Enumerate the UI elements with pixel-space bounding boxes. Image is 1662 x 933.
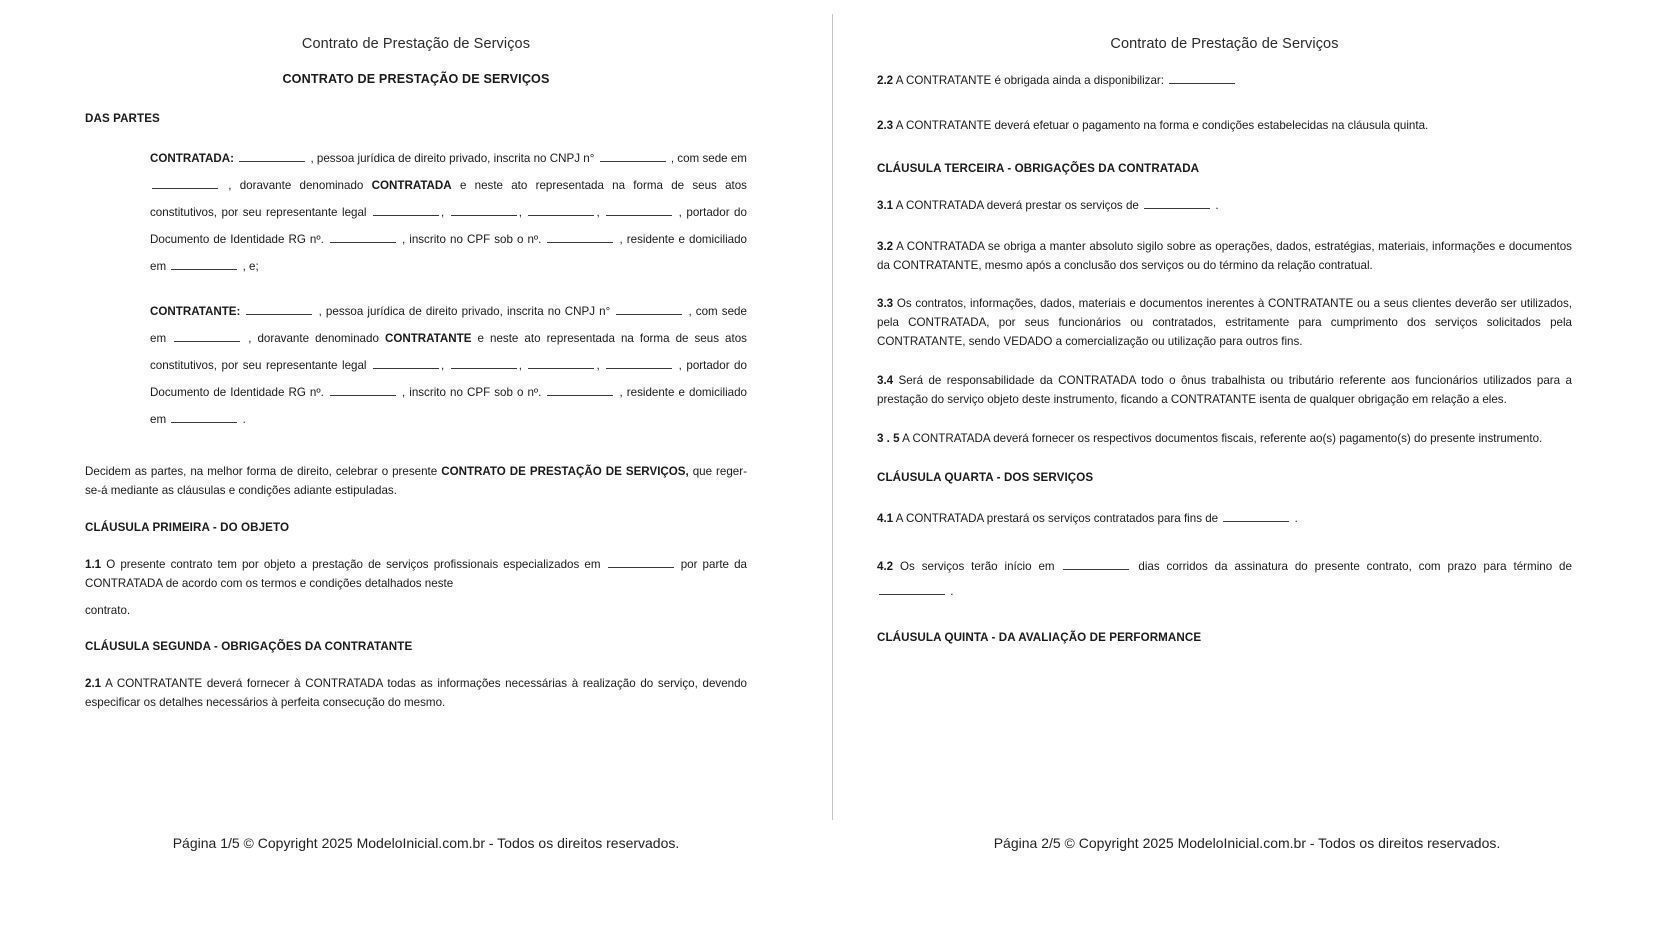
blank-field[interactable] xyxy=(373,359,439,370)
clause-4-1 xyxy=(877,510,1572,529)
clause-3-4 xyxy=(877,372,1572,410)
clause-3-1 xyxy=(877,197,1572,216)
clause-2-1-number: 2.1 xyxy=(85,677,102,691)
page-1-footer: Página 1/5 © Copyright 2025 ModeloInicial.com.br - Todos os direitos reservados. xyxy=(172,835,680,851)
clause-2-1-text: A CONTRATANTE deverá fornecer à CONTRATADA todas as informações necessárias à realização do serviço, devendo especificar os detalhes necessários à perfeita consecução do mesmo. xyxy=(85,677,747,710)
contratada-text-5: , portador do Documento de Identidade RG nº. xyxy=(150,206,747,246)
clause-2-2 xyxy=(877,72,1572,91)
heading-clausula-quinta: CLÁUSULA QUINTA - DA AVALIAÇÃO DE PERFORMANCE xyxy=(877,630,1202,644)
running-head-left: Contrato de Prestação de Serviços xyxy=(301,36,531,52)
clause-3-1-text-b: . xyxy=(1215,198,1219,212)
blank-field[interactable] xyxy=(246,305,312,316)
blank-field[interactable] xyxy=(528,359,594,370)
clause-2-3 xyxy=(877,117,1572,136)
blank-field[interactable] xyxy=(1223,511,1289,522)
contratada-text-7: , residente e domiciliado em xyxy=(150,233,747,273)
blank-field[interactable] xyxy=(616,305,682,316)
page-2 xyxy=(832,0,1662,933)
blank-field[interactable] xyxy=(547,233,613,244)
contratante-text-2: , com sede em xyxy=(150,305,747,345)
clause-3-2 xyxy=(877,238,1572,276)
clause-3-4-number: 3.4 xyxy=(877,374,894,388)
clause-2-2-number: 2.2 xyxy=(877,74,894,87)
heading-clausula-segunda: CLÁUSULA SEGUNDA - OBRIGAÇÕES DA CONTRATANTE xyxy=(85,640,413,654)
contratada-text-4: e neste ato representada na forma de seus atos constitutivos, por seu representante legal xyxy=(150,179,747,219)
clause-4-1-text-b: . xyxy=(1294,511,1298,525)
contratada-text-6: , inscrito no CPF sob o nº. xyxy=(401,233,542,246)
clause-3-2-number: 3.2 xyxy=(877,239,894,253)
contratada-text-1: , pessoa jurídica de direito privado, inscrita no CNPJ n° xyxy=(310,152,595,165)
contratante-text-1: , pessoa jurídica de direito privado, inscrita no CNPJ n° xyxy=(318,305,611,318)
blank-field[interactable] xyxy=(1063,559,1129,570)
blank-field[interactable] xyxy=(451,359,517,370)
blank-field[interactable] xyxy=(451,206,517,217)
decidem-paragraph xyxy=(85,463,747,501)
blank-field[interactable] xyxy=(171,413,237,424)
contratante-bold-term: CONTRATANTE xyxy=(384,332,472,345)
clause-2-3-text: A CONTRATANTE deverá efetuar o pagamento na forma e condições estabelecidas na cláusula quinta. xyxy=(895,118,1429,132)
decidem-bold: CONTRATO DE PRESTAÇÃO DE SERVIÇOS, xyxy=(441,465,689,478)
clause-3-5 xyxy=(877,430,1572,449)
blank-field[interactable] xyxy=(606,359,672,370)
blank-field[interactable] xyxy=(152,179,218,190)
contratante-text-8: . xyxy=(242,413,246,426)
clause-4-2 xyxy=(877,555,1572,605)
blank-field[interactable] xyxy=(373,206,439,217)
clause-1-1-number: 1.1 xyxy=(85,557,102,571)
contratada-text-3: , doravante denominado xyxy=(228,179,364,192)
decidem-text-1: Decidem as partes, na melhor forma de direito, celebrar o presente xyxy=(85,465,438,478)
clause-3-5-text: A CONTRATADA deverá fornecer os respectivos documentos fiscais, referente ao(s) pagamento(s) do presente instrumento. xyxy=(902,431,1543,445)
blank-field[interactable] xyxy=(600,152,666,163)
contratante-text-6: , inscrito no CPF sob o nº. xyxy=(401,386,542,399)
contratada-text-8: , e; xyxy=(242,260,259,273)
clause-1-1-text-c: contrato. xyxy=(85,603,131,617)
blank-field[interactable] xyxy=(330,233,396,244)
clause-3-4-text: Será de responsabilidade da CONTRATADA todo o ônus trabalhista ou tributário referente aos funcionários utilizados para a prestação do serviço objeto deste instrumento, ficando a CONTRATANTE isenta de qualquer obrigação em relação a eles. xyxy=(877,374,1572,407)
blank-field[interactable] xyxy=(608,557,674,568)
blank-field[interactable] xyxy=(171,260,237,271)
contratada-bold-term: CONTRATADA xyxy=(371,179,452,192)
heading-clausula-terceira: CLÁUSULA TERCEIRA - OBRIGAÇÕES DA CONTRATADA xyxy=(877,161,1200,175)
clause-4-1-text-a: A CONTRATADA prestará os serviços contratados para fins de xyxy=(895,511,1219,525)
decidem-text-2: que reger-se-á mediante as cláusulas e condições adiante estipuladas. xyxy=(85,465,747,497)
blank-field[interactable] xyxy=(879,584,945,595)
clause-3-1-number: 3.1 xyxy=(877,198,894,212)
contratante-text-5: , portador do Documento de Identidade RG nº. xyxy=(150,359,747,399)
clause-1-1-text-a: O presente contrato tem por objeto a prestação de serviços profissionais especializados em xyxy=(106,557,601,571)
clause-3-5-number: 3 . 5 xyxy=(877,431,900,445)
blank-field[interactable] xyxy=(330,386,396,397)
contratante-text-4: e neste ato representada na forma de seus atos constitutivos, por seu representante legal xyxy=(150,332,747,372)
blank-field[interactable] xyxy=(528,206,594,217)
blank-field[interactable] xyxy=(606,206,672,217)
document-title: CONTRATO DE PRESTAÇÃO DE SERVIÇOS xyxy=(282,72,550,86)
clause-2-2-text: A CONTRATANTE é obrigada ainda a disponibilizar: xyxy=(895,74,1164,87)
clause-4-2-number: 4.2 xyxy=(877,559,894,573)
running-head-right: Contrato de Prestação de Serviços xyxy=(1110,36,1339,52)
clause-1-1 xyxy=(85,556,747,594)
clause-4-2-text-d: . xyxy=(950,584,954,598)
heading-clausula-quarta: CLÁUSULA QUARTA - DOS SERVIÇOS xyxy=(877,470,1094,484)
clause-4-2-text-a: Os serviços terão início em xyxy=(900,559,1055,573)
clause-3-3 xyxy=(877,295,1572,352)
clause-3-1-text-a: A CONTRATADA deverá prestar os serviços de xyxy=(895,198,1139,212)
blank-field[interactable] xyxy=(174,332,240,343)
clause-4-2-text-b: dias corridos da assinatura do presente contrato, com xyxy=(1138,559,1441,573)
blank-field[interactable] xyxy=(1169,74,1235,85)
clause-1-1-text-b: por parte da CONTRATADA de acordo com os termos e condições detalhados neste xyxy=(85,557,747,590)
contratante-text-7: , residente e domiciliado em xyxy=(150,386,747,426)
clause-2-1 xyxy=(85,675,747,713)
clause-3-3-text: Os contratos, informações, dados, materiais e documentos inerentes à CONTRATANTE ou a seus clientes deverão ser utilizados, pela CONTRATADA, por seus funcionários ou contratados, estritamente para cumprimento dos serviços solicitados pela CONTRATANTE, sendo VEDADO a comercialização ou utilização para outros fins. xyxy=(877,297,1572,349)
clause-4-2-text-c: prazo para término de xyxy=(1447,559,1572,573)
blank-field[interactable] xyxy=(239,152,305,163)
blank-field[interactable] xyxy=(1144,198,1210,209)
heading-das-partes: DAS PARTES xyxy=(85,112,160,125)
page-2-footer: Página 2/5 © Copyright 2025 ModeloInicial.com.br - Todos os direitos reservados. xyxy=(993,835,1501,851)
party-contratada-label: CONTRATADA: xyxy=(150,152,234,165)
heading-clausula-primeira: CLÁUSULA PRIMEIRA - DO OBJETO xyxy=(85,520,290,534)
clause-4-1-number: 4.1 xyxy=(877,511,894,525)
party-contratante-label: CONTRATANTE: xyxy=(150,305,241,318)
clause-3-2-text: A CONTRATADA se obriga a manter absoluto sigilo sobre as operações, dados, estratégias, materiais, informações e documentos da CONTRATANTE, mesmo após a conclusão dos serviços ou do término da relação contratual. xyxy=(877,239,1572,272)
contratada-text-2: , com sede em xyxy=(670,152,747,165)
clause-2-3-number: 2.3 xyxy=(877,118,894,132)
contratante-text-3: , doravante denominado xyxy=(248,332,379,345)
party-contratada-paragraph: CONTRATADA: , pessoa jurídica de direito privado, inscrita no CNPJ n° , com sede em , doravante denominado CONTRATADA e neste ato representada na forma de seus atos constitutivos, por seu representante legal , , , , portador do Documento de Identidade RG nº. , inscrito no CPF sob o nº. , residente e domiciliado em , e; xyxy=(150,152,747,273)
clause-3-3-number: 3.3 xyxy=(877,297,894,311)
party-contratante-paragraph: CONTRATANTE: , pessoa jurídica de direito privado, inscrita no CNPJ n° , com sede em , doravante denominado CONTRATANTE e neste ato representada na forma de seus atos constitutivos, por seu representante legal , , , , portador do Documento de Identidade RG nº. , inscrito no CPF sob o nº. , residente e domiciliado em . xyxy=(150,305,747,426)
blank-field[interactable] xyxy=(547,386,613,397)
